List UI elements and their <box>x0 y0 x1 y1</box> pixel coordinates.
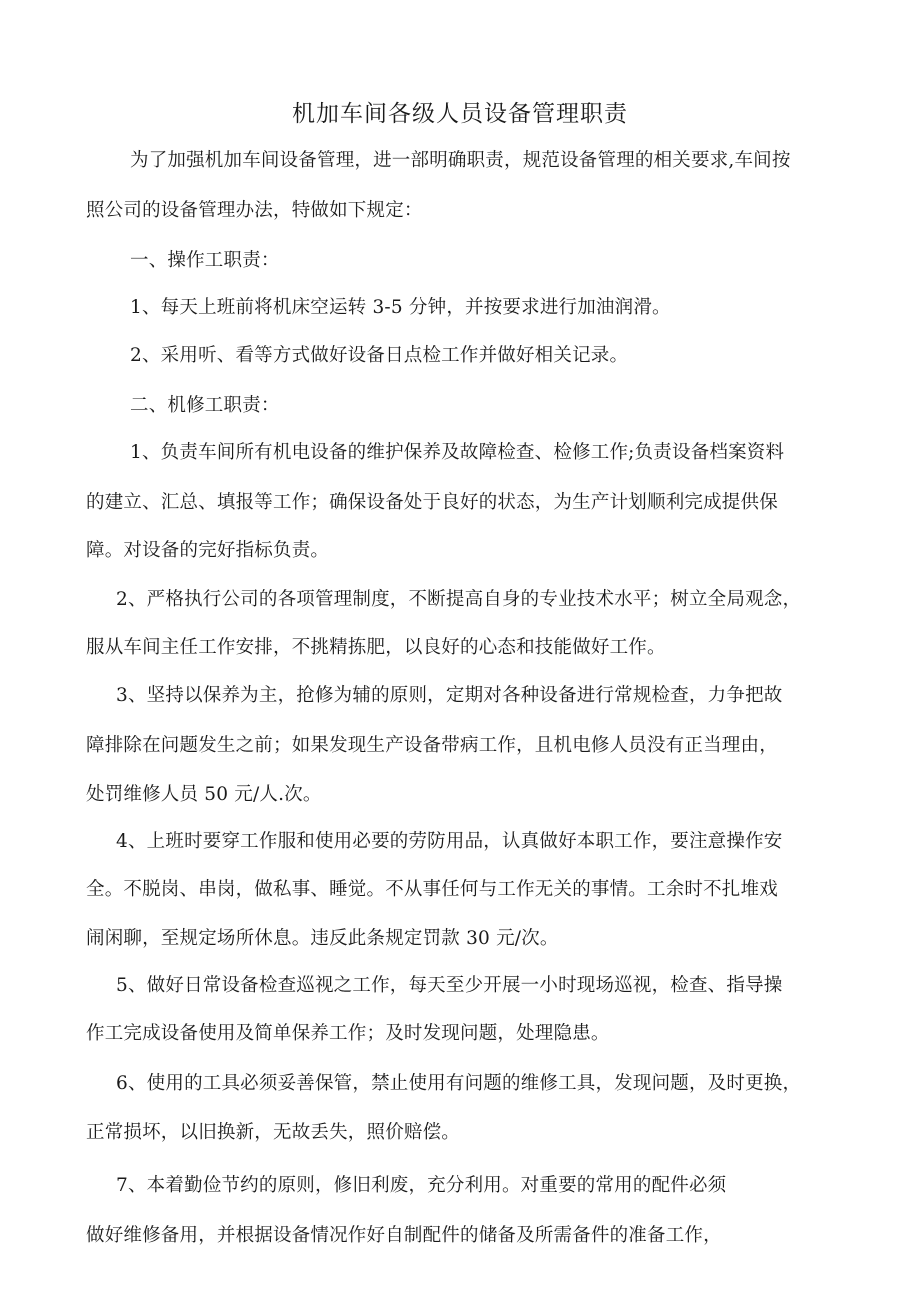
paragraph-line: 服从车间主任工作安排，不挑精拣肥，以良好的心态和技能做好工作。 <box>86 637 666 658</box>
paragraph-line: 做好维修备用，并根据设备情况作好自制配件的储备及所需备件的准备工作， <box>86 1225 722 1246</box>
paragraph-line: 闹闲聊，至规定场所休息。违反此条规定罚款 30 元/次。 <box>86 928 559 949</box>
paragraph-line: 作工完成设备使用及简单保养工作；及时发现问题，处理隐患。 <box>86 1023 610 1044</box>
paragraph-line: 正常损坏，以旧换新，无故丢失，照价赔偿。 <box>86 1122 461 1143</box>
document-title: 机加车间各级人员设备管理职责 <box>292 101 628 127</box>
paragraph-line: 的建立、汇总、填报等工作；确保设备处于良好的状态，为生产计划顺利完成提供保 <box>86 492 778 513</box>
paragraph-line: 处罚维修人员 50 元/人.次。 <box>86 784 322 805</box>
paragraph-line: 障。对设备的完好指标负责。 <box>86 540 330 561</box>
paragraph-line: 1、负责车间所有机电设备的维护保养及故障检查、检修工作;负责设备档案资料 <box>130 442 785 463</box>
paragraph-line: 7、本着勤俭节约的原则，修旧利废，充分利用。对重要的常用的配件必须 <box>116 1175 727 1196</box>
paragraph-line: 照公司的设备管理办法，特做如下规定： <box>86 200 423 221</box>
paragraph-line: 6、使用的工具必须妥善保管，禁止使用有问题的维修工具，发现问题，及时更换， <box>116 1073 802 1094</box>
section-heading-mechanic: 二、机修工职责： <box>130 395 280 416</box>
paragraph-line: 3、坚持以保养为主，抢修为辅的原则，定期对各种设备进行常规检查，力争把故 <box>116 685 783 706</box>
paragraph-line: 2、采用听、看等方式做好设备日点检工作并做好相关记录。 <box>130 345 629 366</box>
paragraph-line: 1、每天上班前将机床空运转 3-5 分钟，并按要求进行加油润滑。 <box>130 297 671 318</box>
paragraph-line: 全。不脱岗、串岗，做私事、睡觉。不从事任何与工作无关的事情。工余时不扎堆戏 <box>86 879 778 900</box>
paragraph-line: 障排除在问题发生之前；如果发现生产设备带病工作，且机电修人员没有正当理由， <box>86 735 778 756</box>
paragraph-line: 为了加强机加车间设备管理，进一部明确职责，规范设备管理的相关要求,车间按 <box>130 150 791 171</box>
paragraph-line: 2、严格执行公司的各项管理制度，不断提高自身的专业技术水平；树立全局观念， <box>116 589 802 610</box>
paragraph-line: 5、做好日常设备检查巡视之工作，每天至少开展一小时现场巡视，检查、指导操 <box>116 975 783 996</box>
section-heading-operator: 一、操作工职责： <box>130 250 280 271</box>
paragraph-line: 4、上班时要穿工作服和使用必要的劳防用品，认真做好本职工作，要注意操作安 <box>116 831 783 852</box>
